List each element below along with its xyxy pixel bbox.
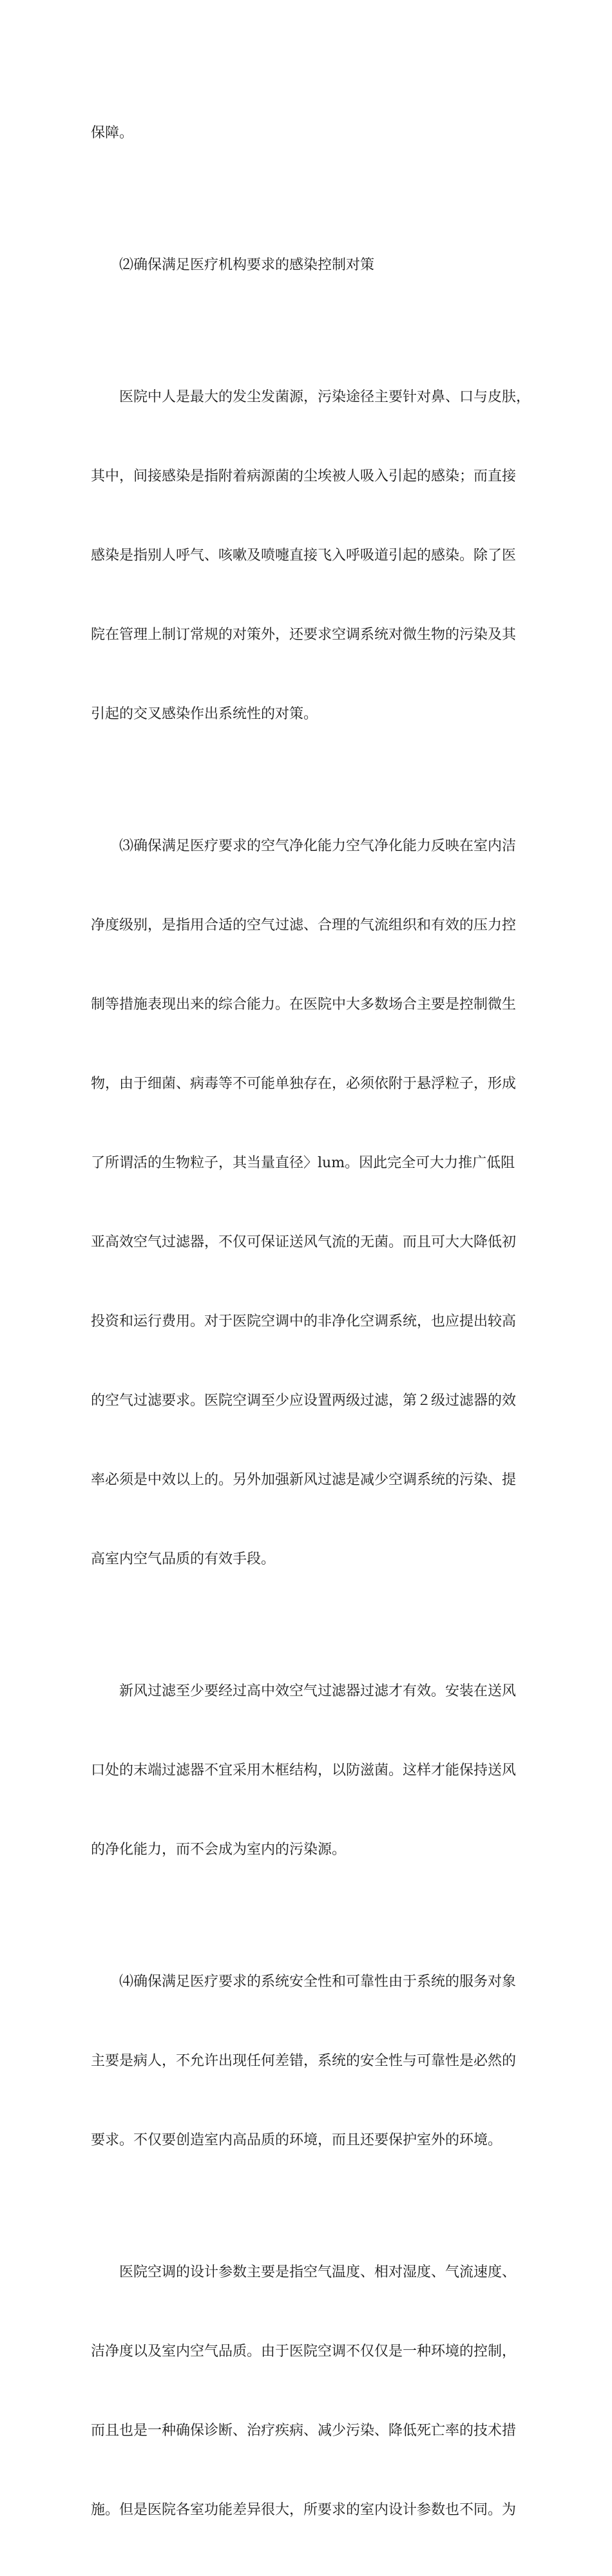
text-line: 保障。 — [91, 125, 134, 141]
text-line: 投资和运行费用。对于医院空调中的非净化空调系统，也应提出较高 — [91, 1313, 517, 1330]
text-line: 新风过滤至少要经过高中效空气过滤器过滤才有效。安装在送风 — [91, 1683, 517, 1699]
paragraph-infection-sources — [91, 331, 531, 780]
text-line: 其中，间接感染是指附着病源菌的尘埃被人吸入引起的感染；而直接 — [91, 468, 517, 484]
text-line: 亚高效空气过滤器，不仅可保证送风气流的无菌。而且可大大降低初 — [91, 1234, 517, 1250]
text-line: 制等措施表现出来的综合能力。在医院中大多数场合主要是控制微生 — [91, 997, 517, 1013]
text-line: 要求。不仅要创造室内高品质的环境，而且还要保护室外的环境。 — [91, 2132, 502, 2148]
text-line: 口处的末端过滤器不宜采用木框结构，以防滋菌。这样才能保持送风 — [91, 1762, 517, 1779]
text-line: 率必须是中效以上的。另外加强新风过滤是减少空调系统的污染、提 — [91, 1472, 517, 1488]
paragraph-heading-2 — [91, 199, 526, 331]
paragraph-design-parameters — [91, 2206, 526, 2576]
paragraph-heading-3-purification — [91, 780, 526, 1625]
text-line: 净度级别，是指用合适的空气过滤、合理的气流组织和有效的压力控 — [91, 917, 517, 933]
text-line: ⑶确保满足医疗要求的空气净化能力空气净化能力反映在室内洁 — [91, 838, 517, 854]
text-line: 了所谓活的生物粒子，其当量直径〉lum。因此完全可大力推广低阻 — [91, 1155, 515, 1171]
text-line: 施。但是医院各室功能差异很大，所要求的室内设计参数也不同。为 — [91, 2502, 517, 2518]
text-line: 院在管理上制订常规的对策外，还要求空调系统对微生物的污染及其 — [91, 627, 517, 643]
text-line: 而且也是一种确保诊断、治疗疾病、减少污染、降低死亡率的技术措 — [91, 2423, 517, 2439]
text-line: ⑵确保满足医疗机构要求的感染控制对策 — [91, 257, 375, 273]
text-line: 洁净度以及室内空气品质。由于医院空调不仅仅是一种环境的控制， — [91, 2343, 517, 2360]
document-body — [91, 67, 531, 2576]
text-line: 物，由于细菌、病毒等不可能单独存在，必须依附于悬浮粒子，形成 — [91, 1076, 517, 1092]
text-line: 感染是指别人呼气、咳嗽及喷嚏直接飞入呼吸道引起的感染。除了医 — [91, 548, 517, 564]
text-line: 的空气过滤要求。医院空调至少应设置两级过滤，第２级过滤器的效 — [91, 1393, 517, 1409]
text-line: 的净化能力，而不会成为室内的污染源。 — [91, 1842, 347, 1858]
text-line: 医院中人是最大的发尘发菌源，污染途径主要针对鼻、口与皮肤， — [91, 389, 531, 405]
text-line: 高室内空气品质的有效手段。 — [91, 1551, 276, 1567]
text-line: 主要是病人，不允许出现任何差错，系统的安全性与可靠性是必然的 — [91, 2053, 517, 2069]
paragraph-fresh-air-filtration — [91, 1625, 526, 1916]
text-line: 医院空调的设计参数主要是指空气温度、相对湿度、气流速度、 — [91, 2264, 517, 2280]
paragraph-heading-4-safety — [91, 1916, 526, 2206]
paragraph-continuation — [91, 67, 526, 199]
text-line: ⑷确保满足医疗要求的系统安全性和可靠性由于系统的服务对象 — [91, 1974, 517, 1990]
text-line: 引起的交叉感染作出系统性的对策。 — [91, 706, 318, 722]
